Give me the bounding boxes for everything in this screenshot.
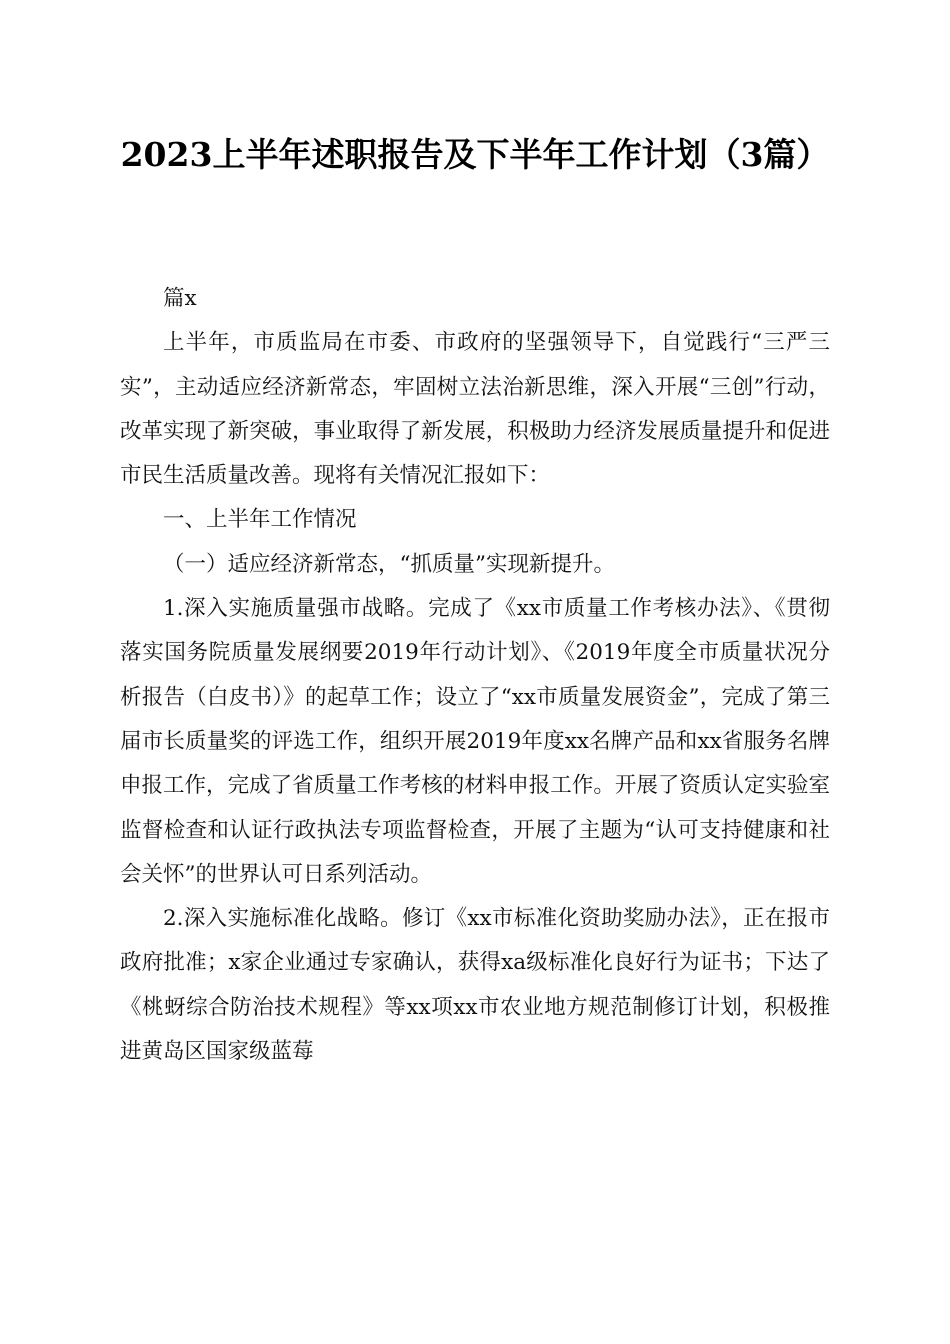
subsection-heading: （一）适应经济新常态，“抓质量”实现新提升。 <box>163 551 615 577</box>
document-title: 2023上半年述职报告及下半年工作计划（3篇） <box>120 135 830 174</box>
document-body <box>120 277 830 1074</box>
item-paragraph-1: 1.深入实施质量强市战略。完成了《xx市质量工作考核办法》、《贯彻落实国务院质量发展纲要2019年行动计划》、《2019年度全市质量状况分析报告（白皮书）》的起草工作；设立了“xx市质量发展资金”，完成了第三届市长质量奖的评选工作，组织开展2019年度xx名牌产品和xx省服务名牌申报工作，完成了省质量工作考核的材料申报工作。开展了资质认定实验室监督检查和认证行政执法专项监督检查，开展了主题为“认可支持健康和社会关怀”的世界认可日系列活动。 <box>120 596 830 887</box>
intro-paragraph: 上半年，市质监局在市委、市政府的坚强领导下，自觉践行“三严三实”，主动适应经济新常态，牢固树立法治新思维，深入开展“三创”行动，改革实现了新突破，事业取得了新发展，积极助力经济发展质量提升和促进市民生活质量改善。现将有关情况汇报如下： <box>120 330 830 489</box>
section-label: 篇x <box>163 286 197 311</box>
section-heading: 一、上半年工作情况 <box>163 507 357 533</box>
item-paragraph-2: 2.深入实施标准化战略。修订《xx市标准化资助奖励办法》，正在报市政府批准；x家企业通过专家确认，获得xa级标准化良好行为证书；下达了《桃蚜综合防治技术规程》等xx项xx市农业地方规范制修订计划，积极推进黄岛区国家级蓝莓 <box>120 906 830 1065</box>
